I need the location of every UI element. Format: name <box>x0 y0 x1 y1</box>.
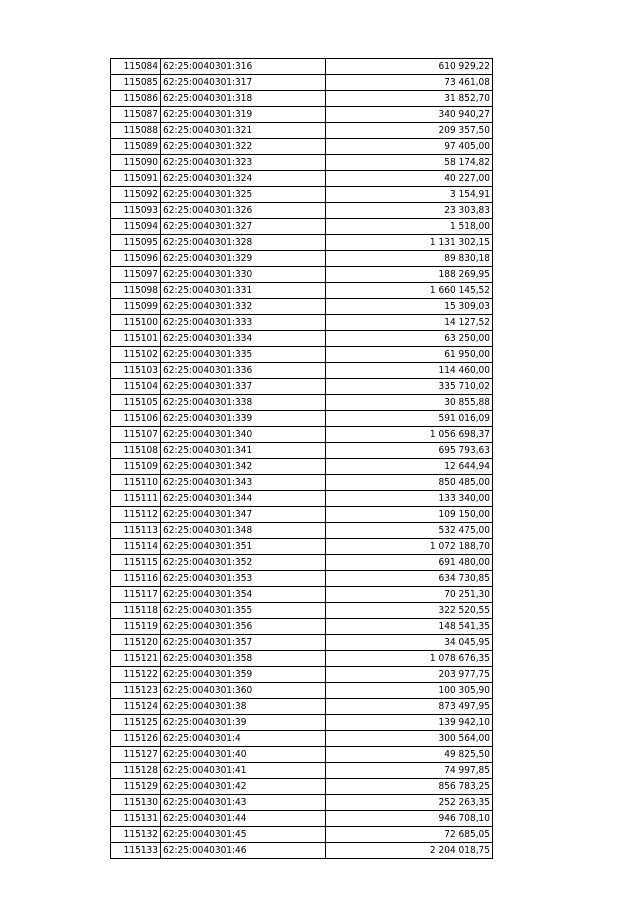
cadastral-number-cell: 62:25:0040301:357 <box>161 635 326 651</box>
value-cell: 252 263,35 <box>326 795 493 811</box>
table-row <box>111 731 493 747</box>
table-row <box>111 267 493 283</box>
row-number-cell: 115086 <box>111 91 161 107</box>
value-cell: 322 520,55 <box>326 603 493 619</box>
cadastral-number-cell: 62:25:0040301:355 <box>161 603 326 619</box>
table-row <box>111 619 493 635</box>
row-number-cell: 115085 <box>111 75 161 91</box>
row-number-cell: 115119 <box>111 619 161 635</box>
value-cell: 89 830,18 <box>326 251 493 267</box>
row-number-cell: 115117 <box>111 587 161 603</box>
table-row <box>111 683 493 699</box>
table-row <box>111 171 493 187</box>
cadastral-number-cell: 62:25:0040301:335 <box>161 347 326 363</box>
cadastral-number-cell: 62:25:0040301:354 <box>161 587 326 603</box>
table-row <box>111 843 493 859</box>
cadastral-number-cell: 62:25:0040301:334 <box>161 331 326 347</box>
cadastral-number-cell: 62:25:0040301:343 <box>161 475 326 491</box>
row-number-cell: 115099 <box>111 299 161 315</box>
row-number-cell: 115111 <box>111 491 161 507</box>
cadastral-number-cell: 62:25:0040301:43 <box>161 795 326 811</box>
value-cell: 70 251,30 <box>326 587 493 603</box>
row-number-cell: 115132 <box>111 827 161 843</box>
table-row <box>111 91 493 107</box>
table-body <box>111 59 493 859</box>
cadastral-number-cell: 62:25:0040301:359 <box>161 667 326 683</box>
value-cell: 49 825,50 <box>326 747 493 763</box>
value-cell: 610 929,22 <box>326 59 493 75</box>
table-row <box>111 107 493 123</box>
cadastral-number-cell: 62:25:0040301:324 <box>161 171 326 187</box>
value-cell: 100 305,90 <box>326 683 493 699</box>
cadastral-number-cell: 62:25:0040301:45 <box>161 827 326 843</box>
row-number-cell: 115094 <box>111 219 161 235</box>
row-number-cell: 115126 <box>111 731 161 747</box>
row-number-cell: 115104 <box>111 379 161 395</box>
cadastral-number-cell: 62:25:0040301:328 <box>161 235 326 251</box>
table-row <box>111 331 493 347</box>
row-number-cell: 115102 <box>111 347 161 363</box>
row-number-cell: 115127 <box>111 747 161 763</box>
value-cell: 14 127,52 <box>326 315 493 331</box>
cadastral-number-cell: 62:25:0040301:352 <box>161 555 326 571</box>
value-cell: 40 227,00 <box>326 171 493 187</box>
row-number-cell: 115097 <box>111 267 161 283</box>
value-cell: 74 997,85 <box>326 763 493 779</box>
cadastral-number-cell: 62:25:0040301:333 <box>161 315 326 331</box>
row-number-cell: 115087 <box>111 107 161 123</box>
table-row <box>111 59 493 75</box>
table-row <box>111 651 493 667</box>
cadastral-number-cell: 62:25:0040301:327 <box>161 219 326 235</box>
value-cell: 335 710,02 <box>326 379 493 395</box>
cadastral-number-cell: 62:25:0040301:44 <box>161 811 326 827</box>
row-number-cell: 115124 <box>111 699 161 715</box>
table-row <box>111 475 493 491</box>
value-cell: 63 250,00 <box>326 331 493 347</box>
cadastral-number-cell: 62:25:0040301:337 <box>161 379 326 395</box>
row-number-cell: 115106 <box>111 411 161 427</box>
table-row <box>111 523 493 539</box>
value-cell: 3 154,91 <box>326 187 493 203</box>
cadastral-number-cell: 62:25:0040301:318 <box>161 91 326 107</box>
row-number-cell: 115125 <box>111 715 161 731</box>
table-row <box>111 315 493 331</box>
value-cell: 203 977,75 <box>326 667 493 683</box>
cadastral-number-cell: 62:25:0040301:322 <box>161 139 326 155</box>
row-number-cell: 115130 <box>111 795 161 811</box>
table-row <box>111 715 493 731</box>
value-cell: 1 518,00 <box>326 219 493 235</box>
cadastral-number-cell: 62:25:0040301:317 <box>161 75 326 91</box>
value-cell: 12 644,94 <box>326 459 493 475</box>
row-number-cell: 115113 <box>111 523 161 539</box>
value-cell: 1 660 145,52 <box>326 283 493 299</box>
table-row <box>111 747 493 763</box>
row-number-cell: 115084 <box>111 59 161 75</box>
row-number-cell: 115112 <box>111 507 161 523</box>
cadastral-number-cell: 62:25:0040301:351 <box>161 539 326 555</box>
cadastral-number-cell: 62:25:0040301:332 <box>161 299 326 315</box>
row-number-cell: 115115 <box>111 555 161 571</box>
row-number-cell: 115092 <box>111 187 161 203</box>
value-cell: 23 303,83 <box>326 203 493 219</box>
row-number-cell: 115103 <box>111 363 161 379</box>
value-cell: 148 541,35 <box>326 619 493 635</box>
row-number-cell: 115096 <box>111 251 161 267</box>
table-row <box>111 427 493 443</box>
value-cell: 1 131 302,15 <box>326 235 493 251</box>
row-number-cell: 115108 <box>111 443 161 459</box>
value-cell: 340 940,27 <box>326 107 493 123</box>
row-number-cell: 115131 <box>111 811 161 827</box>
value-cell: 139 942,10 <box>326 715 493 731</box>
table-row <box>111 667 493 683</box>
value-cell: 856 783,25 <box>326 779 493 795</box>
cadastral-number-cell: 62:25:0040301:341 <box>161 443 326 459</box>
data-table <box>110 58 493 859</box>
value-cell: 97 405,00 <box>326 139 493 155</box>
cadastral-number-cell: 62:25:0040301:331 <box>161 283 326 299</box>
cadastral-number-cell: 62:25:0040301:40 <box>161 747 326 763</box>
cadastral-number-cell: 62:25:0040301:46 <box>161 843 326 859</box>
value-cell: 591 016,09 <box>326 411 493 427</box>
table-row <box>111 203 493 219</box>
value-cell: 133 340,00 <box>326 491 493 507</box>
table-row <box>111 811 493 827</box>
table-row <box>111 283 493 299</box>
row-number-cell: 115129 <box>111 779 161 795</box>
value-cell: 188 269,95 <box>326 267 493 283</box>
row-number-cell: 115090 <box>111 155 161 171</box>
cadastral-number-cell: 62:25:0040301:329 <box>161 251 326 267</box>
row-number-cell: 115110 <box>111 475 161 491</box>
table-row <box>111 699 493 715</box>
cadastral-number-cell: 62:25:0040301:316 <box>161 59 326 75</box>
row-number-cell: 115098 <box>111 283 161 299</box>
table-row <box>111 491 493 507</box>
value-cell: 114 460,00 <box>326 363 493 379</box>
table-row <box>111 539 493 555</box>
table-row <box>111 587 493 603</box>
table-row <box>111 507 493 523</box>
value-cell: 209 357,50 <box>326 123 493 139</box>
cadastral-number-cell: 62:25:0040301:39 <box>161 715 326 731</box>
table-row <box>111 139 493 155</box>
value-cell: 31 852,70 <box>326 91 493 107</box>
table-row <box>111 363 493 379</box>
cadastral-number-cell: 62:25:0040301:342 <box>161 459 326 475</box>
value-cell: 1 072 188,70 <box>326 539 493 555</box>
table-row <box>111 555 493 571</box>
row-number-cell: 115088 <box>111 123 161 139</box>
row-number-cell: 115121 <box>111 651 161 667</box>
cadastral-number-cell: 62:25:0040301:356 <box>161 619 326 635</box>
cadastral-number-cell: 62:25:0040301:338 <box>161 395 326 411</box>
row-number-cell: 115105 <box>111 395 161 411</box>
cadastral-number-cell: 62:25:0040301:41 <box>161 763 326 779</box>
row-number-cell: 115100 <box>111 315 161 331</box>
value-cell: 695 793,63 <box>326 443 493 459</box>
value-cell: 634 730,85 <box>326 571 493 587</box>
table-row <box>111 443 493 459</box>
table-row <box>111 187 493 203</box>
cadastral-number-cell: 62:25:0040301:330 <box>161 267 326 283</box>
row-number-cell: 115128 <box>111 763 161 779</box>
table-row <box>111 219 493 235</box>
table-row <box>111 763 493 779</box>
row-number-cell: 115122 <box>111 667 161 683</box>
value-cell: 2 204 018,75 <box>326 843 493 859</box>
table-row <box>111 779 493 795</box>
value-cell: 58 174,82 <box>326 155 493 171</box>
cadastral-number-cell: 62:25:0040301:326 <box>161 203 326 219</box>
value-cell: 873 497,95 <box>326 699 493 715</box>
table-row <box>111 411 493 427</box>
value-cell: 73 461,08 <box>326 75 493 91</box>
value-cell: 72 685,05 <box>326 827 493 843</box>
value-cell: 532 475,00 <box>326 523 493 539</box>
row-number-cell: 115089 <box>111 139 161 155</box>
row-number-cell: 115107 <box>111 427 161 443</box>
cadastral-number-cell: 62:25:0040301:38 <box>161 699 326 715</box>
cadastral-number-cell: 62:25:0040301:347 <box>161 507 326 523</box>
value-cell: 61 950,00 <box>326 347 493 363</box>
cadastral-number-cell: 62:25:0040301:323 <box>161 155 326 171</box>
cadastral-number-cell: 62:25:0040301:319 <box>161 107 326 123</box>
table-row <box>111 379 493 395</box>
table-row <box>111 603 493 619</box>
cadastral-number-cell: 62:25:0040301:321 <box>161 123 326 139</box>
value-cell: 946 708,10 <box>326 811 493 827</box>
table-row <box>111 155 493 171</box>
table-row <box>111 347 493 363</box>
table-row <box>111 795 493 811</box>
cadastral-number-cell: 62:25:0040301:340 <box>161 427 326 443</box>
cadastral-number-cell: 62:25:0040301:4 <box>161 731 326 747</box>
cadastral-number-cell: 62:25:0040301:325 <box>161 187 326 203</box>
cadastral-number-cell: 62:25:0040301:348 <box>161 523 326 539</box>
row-number-cell: 115118 <box>111 603 161 619</box>
cadastral-number-cell: 62:25:0040301:339 <box>161 411 326 427</box>
value-cell: 850 485,00 <box>326 475 493 491</box>
value-cell: 1 078 676,35 <box>326 651 493 667</box>
row-number-cell: 115101 <box>111 331 161 347</box>
value-cell: 34 045,95 <box>326 635 493 651</box>
cadastral-number-cell: 62:25:0040301:358 <box>161 651 326 667</box>
value-cell: 1 056 698,37 <box>326 427 493 443</box>
row-number-cell: 115091 <box>111 171 161 187</box>
table-row <box>111 827 493 843</box>
row-number-cell: 115093 <box>111 203 161 219</box>
cadastral-number-cell: 62:25:0040301:360 <box>161 683 326 699</box>
table-row <box>111 251 493 267</box>
row-number-cell: 115114 <box>111 539 161 555</box>
table-row <box>111 235 493 251</box>
cadastral-number-cell: 62:25:0040301:353 <box>161 571 326 587</box>
row-number-cell: 115120 <box>111 635 161 651</box>
row-number-cell: 115095 <box>111 235 161 251</box>
table-row <box>111 123 493 139</box>
table-row <box>111 299 493 315</box>
table-row <box>111 395 493 411</box>
row-number-cell: 115109 <box>111 459 161 475</box>
value-cell: 30 855,88 <box>326 395 493 411</box>
table-row <box>111 459 493 475</box>
table-row <box>111 571 493 587</box>
row-number-cell: 115133 <box>111 843 161 859</box>
value-cell: 300 564,00 <box>326 731 493 747</box>
table-row <box>111 635 493 651</box>
cadastral-number-cell: 62:25:0040301:344 <box>161 491 326 507</box>
cadastral-number-cell: 62:25:0040301:336 <box>161 363 326 379</box>
value-cell: 15 309,03 <box>326 299 493 315</box>
value-cell: 109 150,00 <box>326 507 493 523</box>
row-number-cell: 115116 <box>111 571 161 587</box>
cadastral-number-cell: 62:25:0040301:42 <box>161 779 326 795</box>
table-row <box>111 75 493 91</box>
row-number-cell: 115123 <box>111 683 161 699</box>
value-cell: 691 480,00 <box>326 555 493 571</box>
